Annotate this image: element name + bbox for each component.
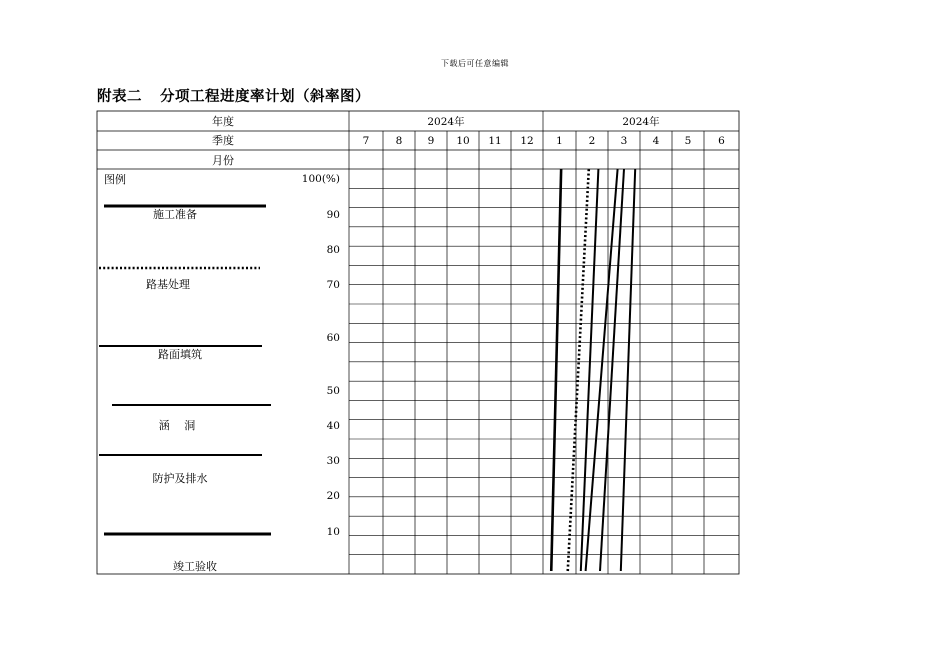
table-grid — [97, 111, 739, 574]
month-label: 6 — [718, 135, 725, 147]
month-label: 12 — [520, 135, 534, 147]
percent-tick-label: 10 — [326, 526, 340, 538]
header-note: 下载后可任意编辑 — [441, 59, 509, 68]
month-label: 10 — [456, 135, 470, 147]
percent-tick-label: 100(%) — [301, 173, 340, 185]
schedule-line-solid — [621, 169, 635, 571]
row-label-season: 季度 — [212, 134, 234, 147]
legend-label: 路面填筑 — [158, 348, 202, 361]
month-label: 11 — [488, 135, 502, 147]
percent-tick-label: 30 — [326, 455, 340, 467]
month-label: 9 — [427, 135, 435, 147]
legend-label: 路基处理 — [146, 278, 190, 291]
legend-heading: 图例 — [104, 173, 126, 186]
schedule-line-thick — [551, 169, 561, 571]
schedule-line-dotted — [568, 169, 589, 571]
month-label: 8 — [395, 135, 403, 147]
month-label: 2 — [588, 135, 596, 147]
title-prefix: 附表二 — [97, 89, 142, 105]
legend-items — [99, 206, 271, 573]
year-group-1: 2024年 — [427, 116, 465, 128]
percent-tick-label: 50 — [326, 385, 340, 397]
year-group-2: 2024年 — [622, 116, 660, 128]
percent-tick-label: 40 — [326, 420, 340, 432]
month-headers — [363, 135, 726, 147]
legend-label: 施工准备 — [153, 208, 197, 221]
percent-axis — [302, 173, 340, 538]
legend-area — [104, 172, 126, 186]
row-label-month: 月份 — [212, 154, 234, 167]
legend-label: 涵 洞 — [158, 419, 196, 432]
percent-tick-label: 90 — [326, 209, 340, 221]
legend-label: 竣工验收 — [173, 560, 217, 573]
schedule-lines — [551, 169, 635, 571]
percent-tick-label: 20 — [326, 490, 340, 502]
percent-tick-label: 60 — [326, 332, 340, 344]
month-label: 7 — [362, 135, 370, 147]
percent-tick-label: 70 — [326, 279, 340, 291]
month-label: 3 — [620, 135, 628, 147]
percent-tick-label: 80 — [326, 244, 340, 256]
legend-label: 防护及排水 — [152, 472, 208, 485]
title-main: 分项工程进度率计划（斜率图） — [160, 89, 370, 105]
month-label: 1 — [556, 135, 563, 147]
month-label: 5 — [684, 135, 692, 147]
row-label-year: 年度 — [212, 115, 234, 128]
month-label: 4 — [652, 135, 660, 147]
